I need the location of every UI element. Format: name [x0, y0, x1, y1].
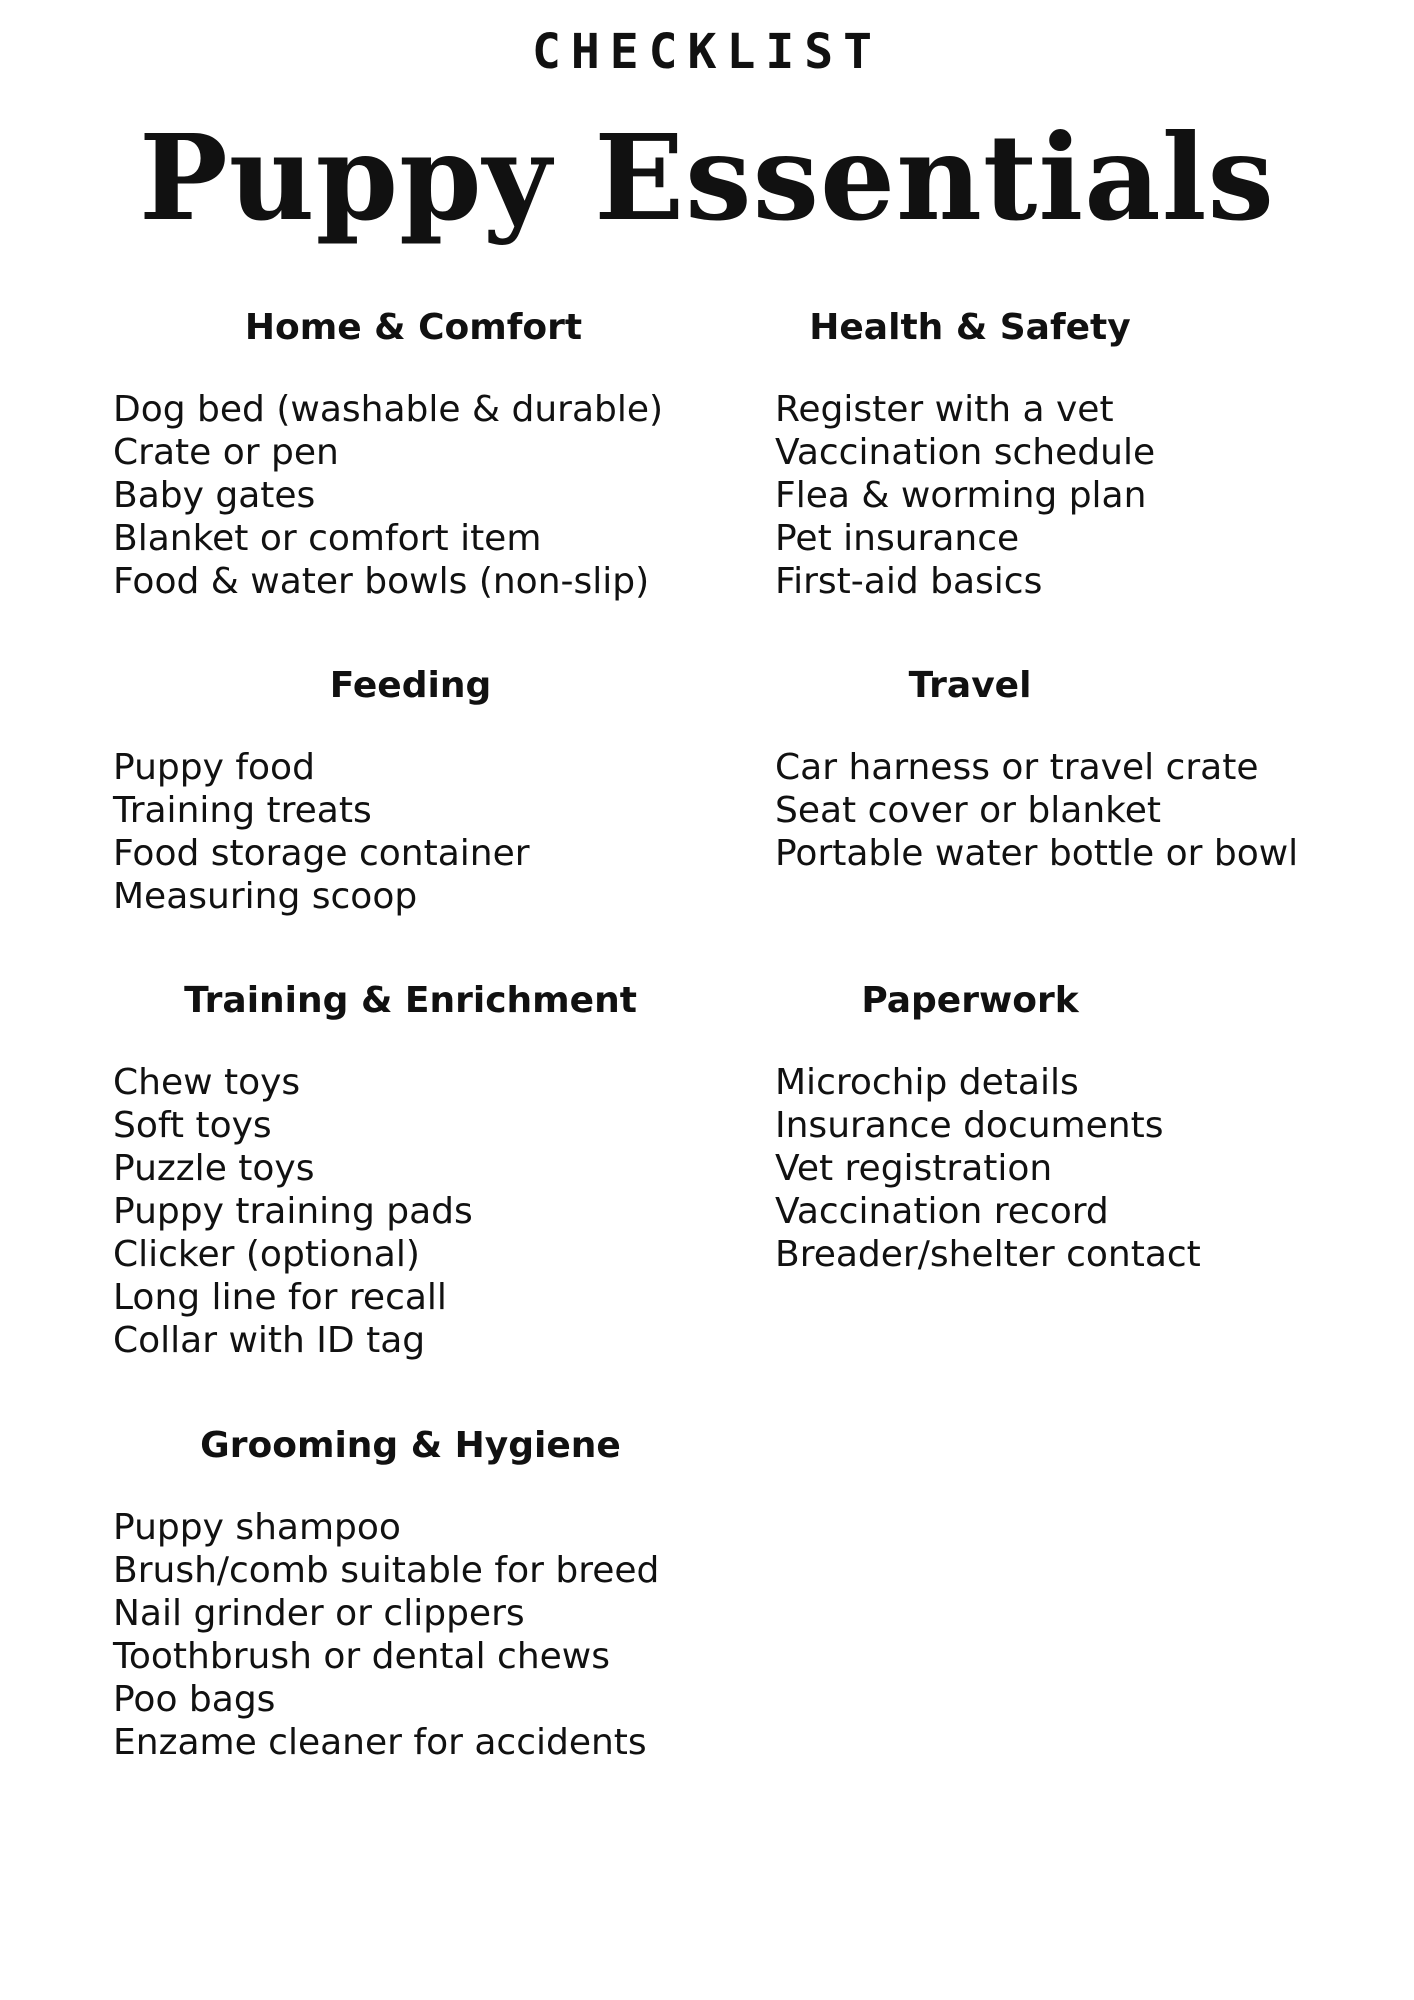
checklist-item: Puppy training pads	[113, 1191, 473, 1232]
checklist-item: Enzame cleaner for accidents	[113, 1722, 647, 1763]
section-heading: Health & Safety	[809, 307, 1131, 348]
section-health-safety	[775, 306, 1375, 603]
checklist-item: Collar with ID tag	[113, 1320, 426, 1361]
checklist-item: Vaccination record	[775, 1191, 1109, 1232]
checklist-item: Flea & worming plan	[775, 475, 1147, 516]
section-heading: Training & Enrichment	[184, 980, 637, 1021]
checklist-item: Crate or pen	[113, 432, 339, 473]
checklist-item: Clicker (optional)	[113, 1234, 420, 1275]
checklist-item: Microchip details	[775, 1062, 1079, 1103]
checklist-item: Portable water bottle or bowl	[775, 833, 1299, 874]
checklist-item: Blanket or comfort item	[113, 518, 542, 559]
checklist-item: Poo bags	[113, 1679, 276, 1720]
checklist-item: Chew toys	[113, 1062, 301, 1103]
checklist-item: Insurance documents	[775, 1105, 1164, 1146]
checklist-list	[113, 388, 713, 603]
checklist-item: Food & water bowls (non-slip)	[113, 561, 650, 602]
checklist-item: Toothbrush or dental chews	[113, 1636, 611, 1677]
checklist-list	[113, 746, 713, 918]
checklist-item: Seat cover or blanket	[775, 790, 1161, 831]
checklist-item: Food storage container	[113, 833, 530, 874]
checklist-list	[113, 1061, 713, 1362]
checklist-item: First-aid basics	[775, 561, 1043, 602]
checklist-item: Breader/shelter contact	[775, 1234, 1201, 1275]
section-travel	[775, 664, 1375, 875]
checklist-item: Measuring scoop	[113, 876, 418, 917]
section-heading: Home & Comfort	[244, 307, 583, 348]
checklist-eyebrow: CHECKLIST	[531, 24, 883, 80]
section-heading: Grooming & Hygiene	[200, 1425, 621, 1466]
checklist-item: Baby gates	[113, 475, 316, 516]
checklist-list	[775, 1061, 1375, 1276]
checklist-item: Nail grinder or clippers	[113, 1593, 525, 1634]
checklist-item: Training treats	[113, 790, 372, 831]
checklist-item: Soft toys	[113, 1105, 272, 1146]
section-heading: Paperwork	[861, 980, 1079, 1021]
section-heading: Travel	[908, 665, 1032, 706]
checklist-item: Puppy food	[113, 747, 315, 788]
checklist-item: Vet registration	[775, 1148, 1053, 1189]
checklist-item: Vaccination schedule	[775, 432, 1156, 473]
checklist-item: Car harness or travel crate	[775, 747, 1259, 788]
checklist-list	[775, 746, 1375, 875]
section-paperwork	[775, 979, 1375, 1276]
checklist-item: Puzzle toys	[113, 1148, 315, 1189]
checklist-list	[775, 388, 1375, 603]
checklist-item: Pet insurance	[775, 518, 1020, 559]
section-heading: Feeding	[329, 665, 492, 706]
checklist-item: Long line for recall	[113, 1277, 447, 1318]
section-grooming-hygiene	[113, 1424, 713, 1764]
page-title: Puppy Essentials	[139, 108, 1275, 247]
section-training-enrichment	[113, 979, 713, 1362]
section-feeding	[113, 664, 713, 918]
checklist-item: Dog bed (washable & durable)	[113, 389, 664, 430]
checklist-item: Puppy shampoo	[113, 1507, 401, 1548]
checklist-item: Register with a vet	[775, 389, 1114, 430]
section-home-comfort	[113, 306, 713, 603]
checklist-list	[113, 1506, 713, 1764]
checklist-item: Brush/comb suitable for breed	[113, 1550, 660, 1591]
